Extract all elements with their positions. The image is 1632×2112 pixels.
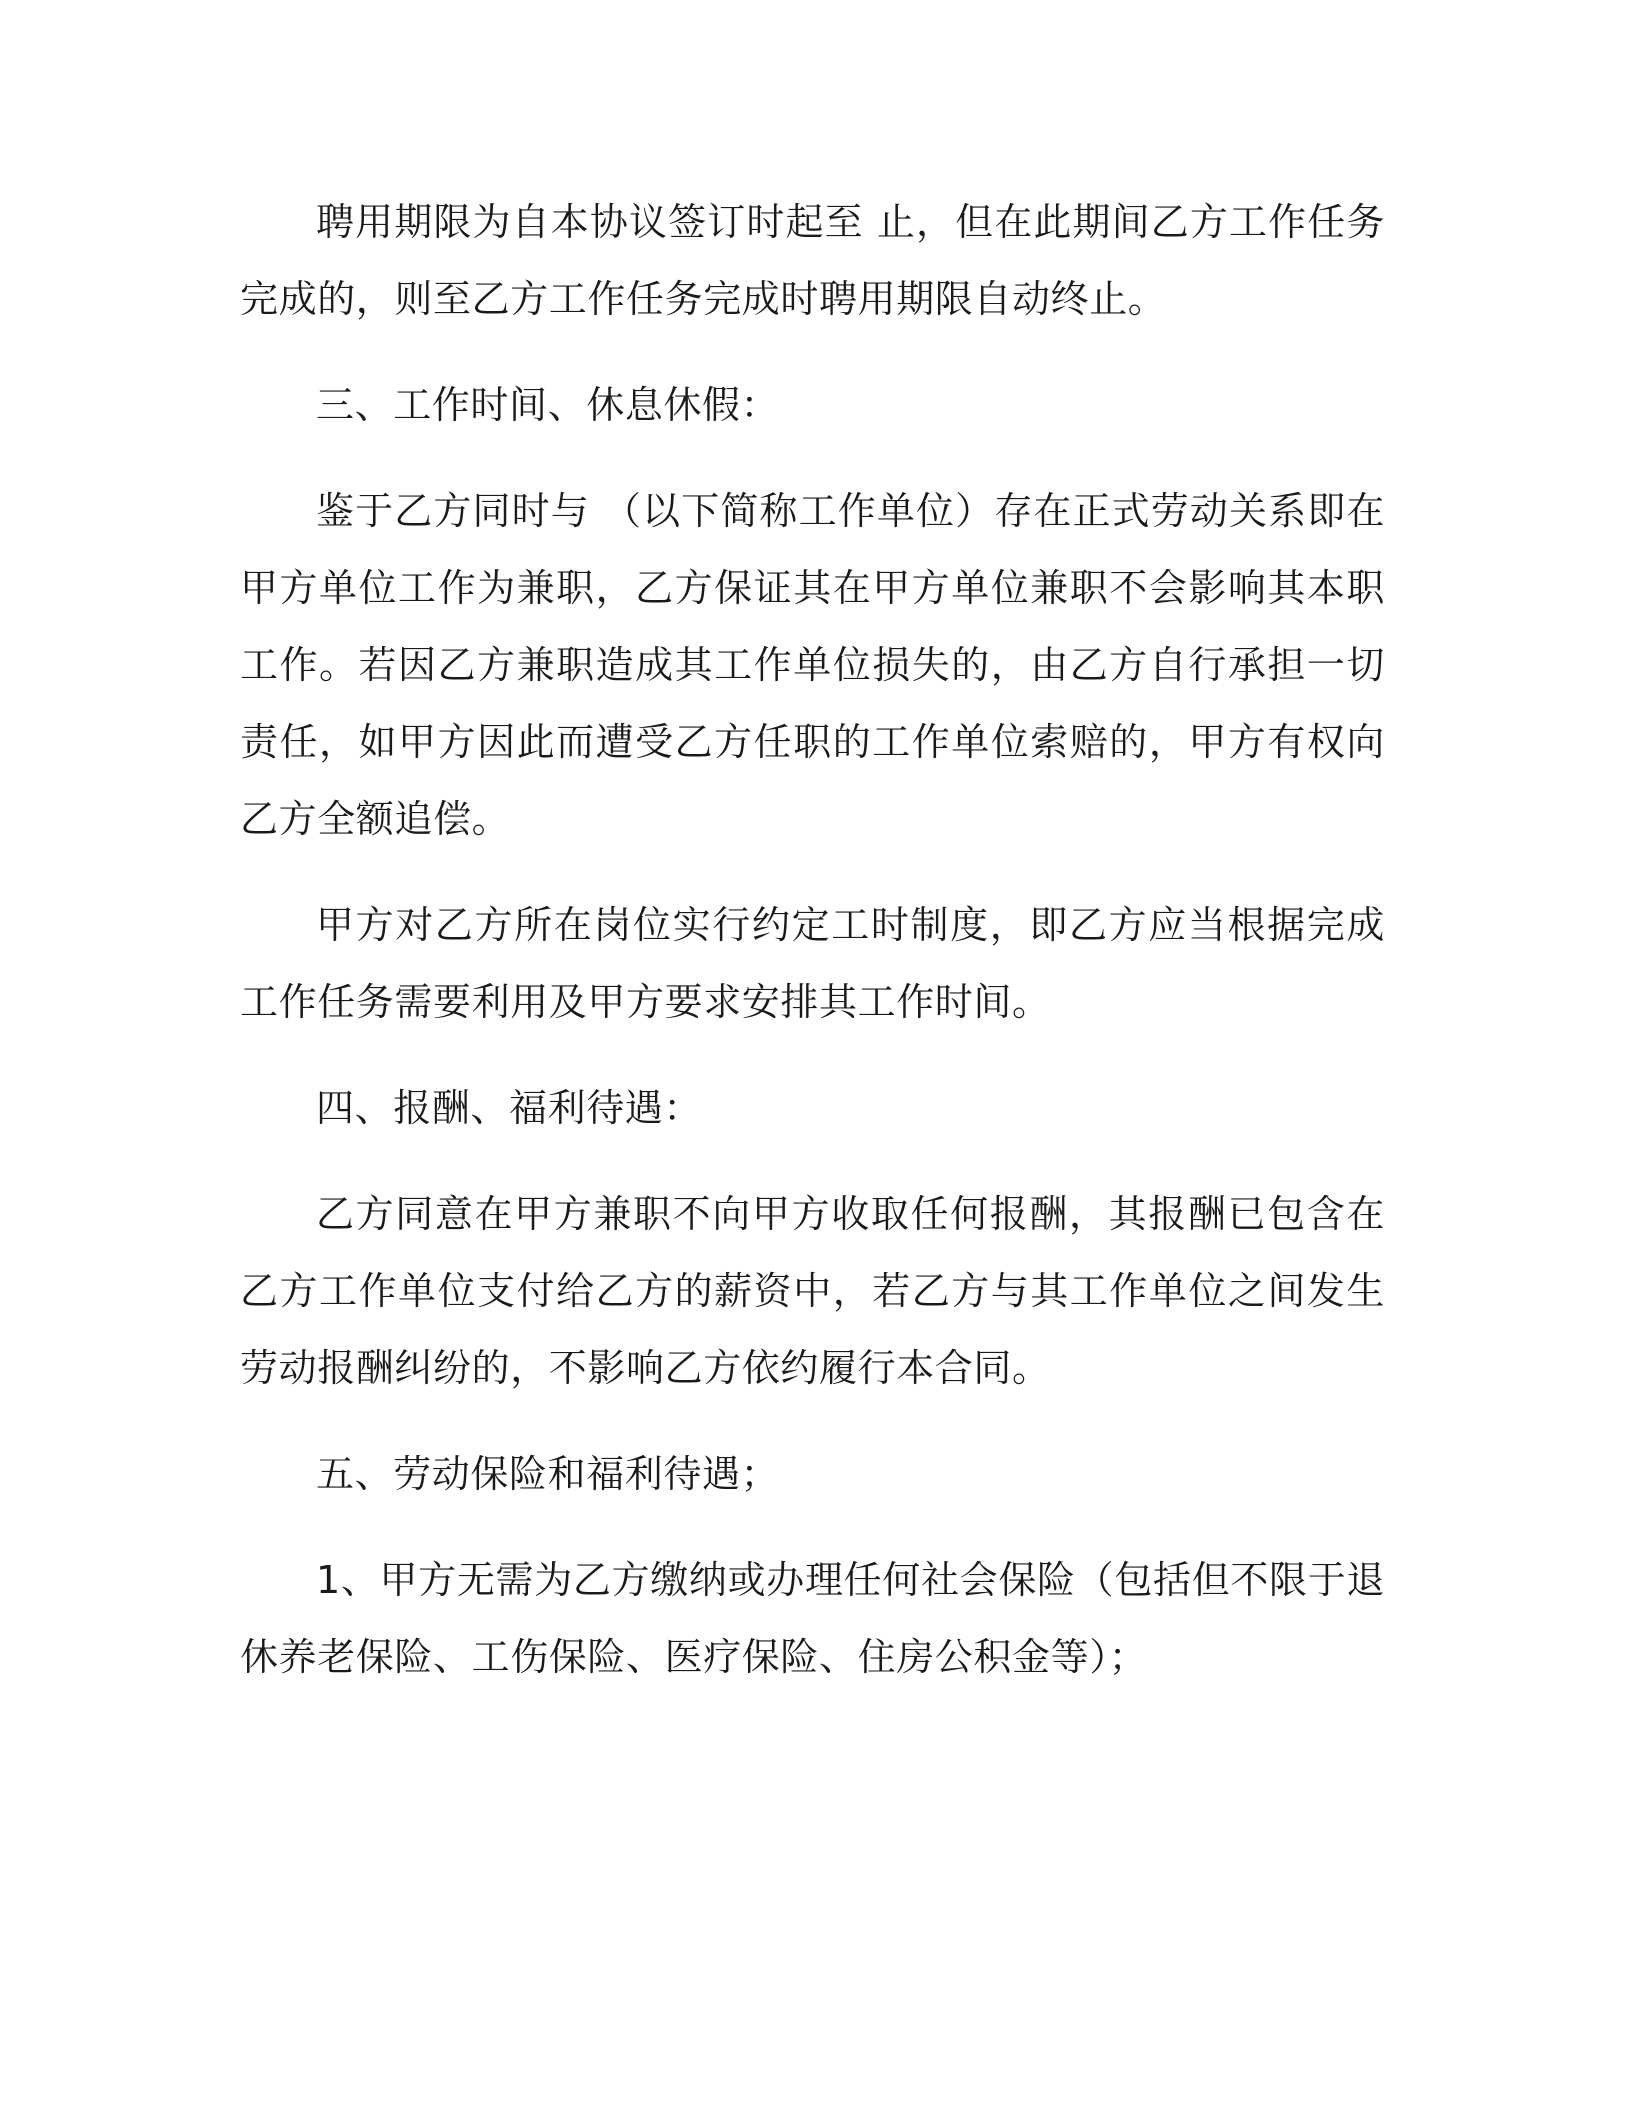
document-body — [240, 184, 1385, 1696]
paragraph-part-time-statement: 鉴于乙方同时与 （以下简称工作单位）存在正式劳动关系即在甲方单位工作为兼职，乙方保证其在甲方单位兼职不会影响其本职工作。若因乙方兼职造成其工作单位损失的，由乙方自行承担一切责任，如甲方因此而遭受乙方任职的工作单位索赔的，甲方有权向乙方全额追偿。 — [240, 489, 1385, 841]
heading-working-hours: 三、工作时间、休息休假： — [316, 383, 780, 427]
heading-insurance-welfare: 五、劳动保险和福利待遇； — [316, 1452, 780, 1496]
paragraph-working-hours-system: 甲方对乙方所在岗位实行约定工时制度，即乙方应当根据完成工作任务需要利用及甲方要求安排其工作时间。 — [240, 903, 1385, 1024]
paragraph-employment-term: 聘用期限为自本协议签订时起至 止，但在此期间乙方工作任务完成的，则至乙方工作任务完成时聘用期限自动终止。 — [240, 200, 1385, 321]
paragraph-social-insurance: 1、甲方无需为乙方缴纳或办理任何社会保险（包括但不限于退休养老保险、工伤保险、医疗保险、住房公积金等）； — [240, 1558, 1385, 1679]
heading-remuneration: 四、报酬、福利待遇： — [316, 1086, 703, 1130]
paragraph-remuneration: 乙方同意在甲方兼职不向甲方收取任何报酬，其报酬已包含在乙方工作单位支付给乙方的薪资中，若乙方与其工作单位之间发生劳动报酬纠纷的，不影响乙方依约履行本合同。 — [240, 1192, 1385, 1390]
